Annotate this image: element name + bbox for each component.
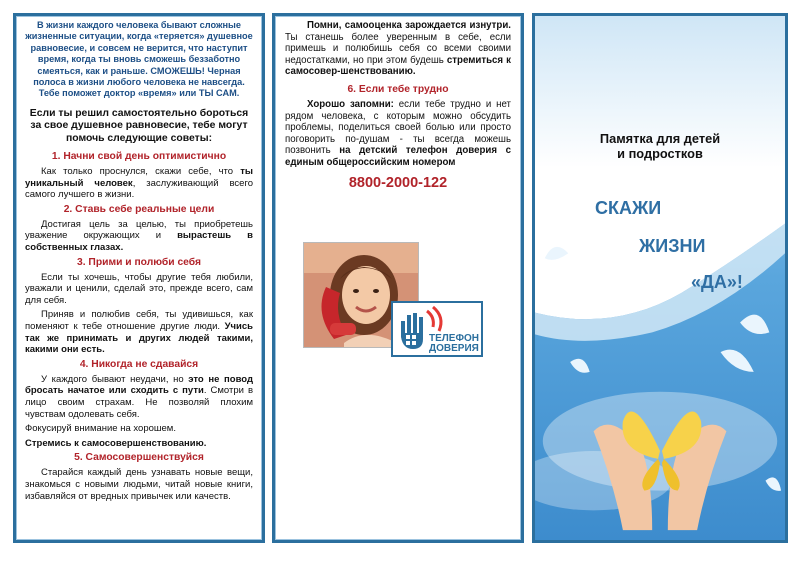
tip-paragraph: Стремись к самосовершенствованию. (25, 437, 207, 449)
hotline-paragraph: Хорошо запомни: если тебе трудно и нет рядом человека, с которым можно обсудить проблемы, поделиться своей болью или просто поговорить по-душам - ты всегда можешь позвонить на детский телефон доверия с единым общероссийским номером (285, 98, 511, 168)
brochure-title (535, 131, 785, 161)
middle-panel (272, 13, 524, 543)
tip-heading: 4. Никогда не сдавайся (79, 358, 199, 370)
tip-heading: 6. Если тебе трудно (347, 83, 449, 95)
sky-background (535, 16, 785, 540)
tip-5 (25, 452, 253, 502)
hotline-logo (391, 301, 483, 357)
advice-lead: Если ты решил самостоятельно бороться за свое душевное равновесие, тебе могут помочь следующие советы: (29, 107, 249, 144)
tip-heading: 2. Ставь себе реальные цели (63, 203, 215, 215)
tip-paragraph: Старайся каждый день узнавать новые вещи, знакомься с новыми людьми, читай новые книги, избавляйся от вредных привычек или качеств. (25, 467, 253, 502)
intro-text: В жизни каждого человека бывают сложные жизненные ситуации, когда «теряется» душевное равновесие, и совсем не верится, что наступит время, когда ты вновь сможешь беззаботно смеяться, как и раньше. СМОЖЕШЬ! Черная полоса в жизни любого человека не навсегда. Тебе поможет доктор «время» или ТЫ САМ. (25, 20, 253, 99)
tip-heading: 5. Самосовершенствуйся (74, 452, 204, 464)
logo-line-2: ДОВЕРИЯ (429, 343, 479, 354)
tip-2 (25, 204, 253, 254)
tip-paragraph: Как только проснулся, скажи себе, что ты уникальный человек, заслуживающий всего самого лучшего в жизни. (25, 166, 253, 201)
tip-paragraph: У каждого бывают неудачи, но это не повод бросать начатое или сходить с пути. Смотри в лицо своим страхам. Не позволяй плохим чувствам одолевать себя. (25, 373, 254, 420)
slogan-word-3: «ДА»! (691, 272, 743, 292)
left-panel (13, 13, 265, 543)
tip-1 (25, 151, 253, 201)
tip-4 (25, 359, 253, 450)
cover-panel (532, 13, 788, 543)
tip-3 (25, 257, 253, 356)
tip-paragraph: Если ты хочешь, чтобы другие тебя любили, уважали и ценили, сделай это, прежде всего, сам для себя. (25, 271, 253, 306)
tip-paragraph: Достигая цель за целью, ты приобретешь уважение окружающих и вырастешь в собственных глазах. (25, 218, 253, 254)
tip-heading: 1. Начни свой день оптимистично (51, 151, 227, 163)
slogan-word-1: СКАЖИ (595, 198, 662, 218)
title-line-1: Памятка для детей (599, 131, 721, 146)
title-line-2: и подростков (617, 146, 703, 161)
tip-paragraph: Приняв и полюбив себя, ты удивишься, как поменяют к тебе отношение другие люди. Учись так же принимать и других людей такими, какими они есть. (25, 309, 253, 356)
tip-paragraph: Фокусируй внимание на хорошем. (25, 423, 176, 435)
logo-line-1: ТЕЛЕФОН (429, 333, 479, 344)
remember-paragraph: Помни, самооценка зарождается изнутри. Ты станешь более уверенным в себе, если примешь и полюбишь себя со всеми своими недостатками, но при этом будешь стремиться к самосовер-шенствованию. (285, 20, 511, 78)
hotline-phone-number: 8800-2000-122 (348, 174, 448, 191)
tip-heading: 3. Прими и полюби себя (76, 256, 202, 268)
slogan-word-2: ЖИЗНИ (639, 236, 706, 256)
